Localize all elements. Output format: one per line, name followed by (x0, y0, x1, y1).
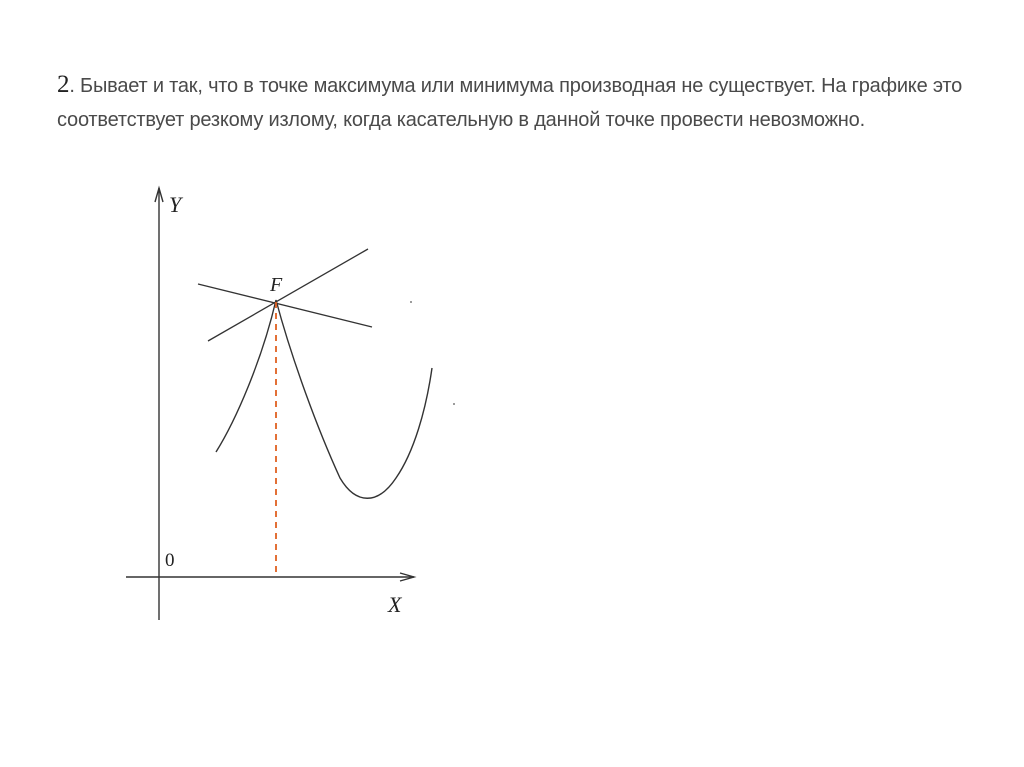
paragraph-text: . Бывает и так, что в точке максимума или минимума производная не существует. На графике это соответствует резкому излому, когда касательную в данной точке провести невозможно. (57, 75, 963, 131)
x-axis-label: X (388, 592, 402, 617)
paragraph-number: 2 (57, 71, 70, 98)
origin-label: 0 (165, 550, 175, 571)
tangent-line-right (208, 249, 368, 341)
tangent-line-left (198, 284, 372, 327)
function-curve (216, 300, 432, 498)
point-label-f: F (270, 274, 283, 296)
speck (410, 301, 412, 303)
y-axis-label: Y (169, 192, 182, 217)
speck (453, 403, 455, 405)
